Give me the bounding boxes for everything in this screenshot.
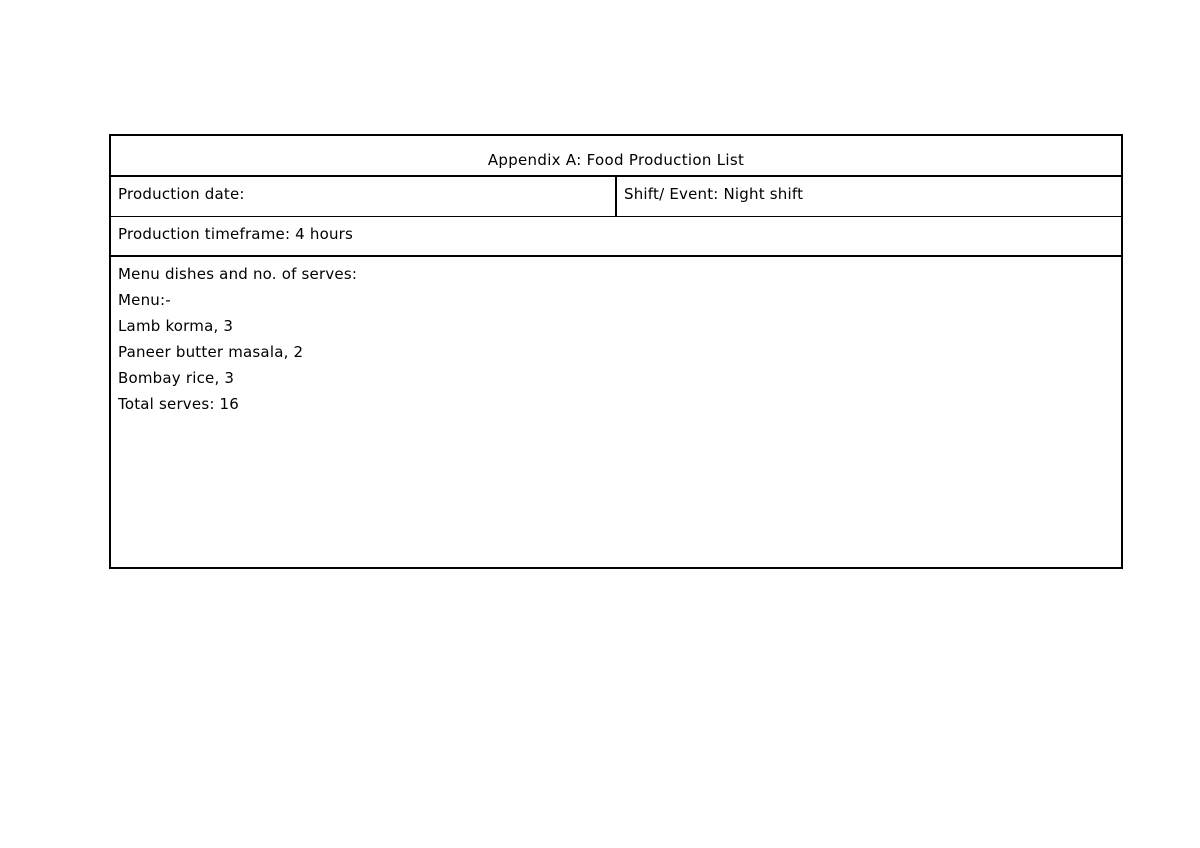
date-shift-row bbox=[111, 177, 1121, 217]
shift-event-label: Shift/ Event: Night shift bbox=[624, 185, 804, 203]
production-date-label: Production date: bbox=[118, 185, 245, 203]
menu-cell bbox=[111, 257, 364, 567]
form-title-row bbox=[111, 136, 1121, 177]
menu-line: Paneer butter masala, 2 bbox=[118, 343, 304, 361]
food-production-form bbox=[109, 134, 1123, 569]
production-date-cell bbox=[111, 177, 617, 216]
menu-heading: Menu dishes and no. of serves: bbox=[118, 265, 358, 283]
form-title: Appendix A: Food Production List bbox=[487, 151, 745, 169]
menu-row bbox=[111, 257, 1121, 567]
shift-event-cell bbox=[617, 177, 1121, 216]
menu-line: Menu:- bbox=[118, 291, 171, 309]
menu-line: Lamb korma, 3 bbox=[118, 317, 234, 335]
menu-line: Bombay rice, 3 bbox=[118, 369, 235, 387]
timeframe-row bbox=[111, 217, 1121, 257]
menu-line: Total serves: 16 bbox=[118, 395, 240, 413]
production-timeframe-label: Production timeframe: 4 hours bbox=[118, 225, 354, 243]
timeframe-cell bbox=[111, 217, 1121, 255]
